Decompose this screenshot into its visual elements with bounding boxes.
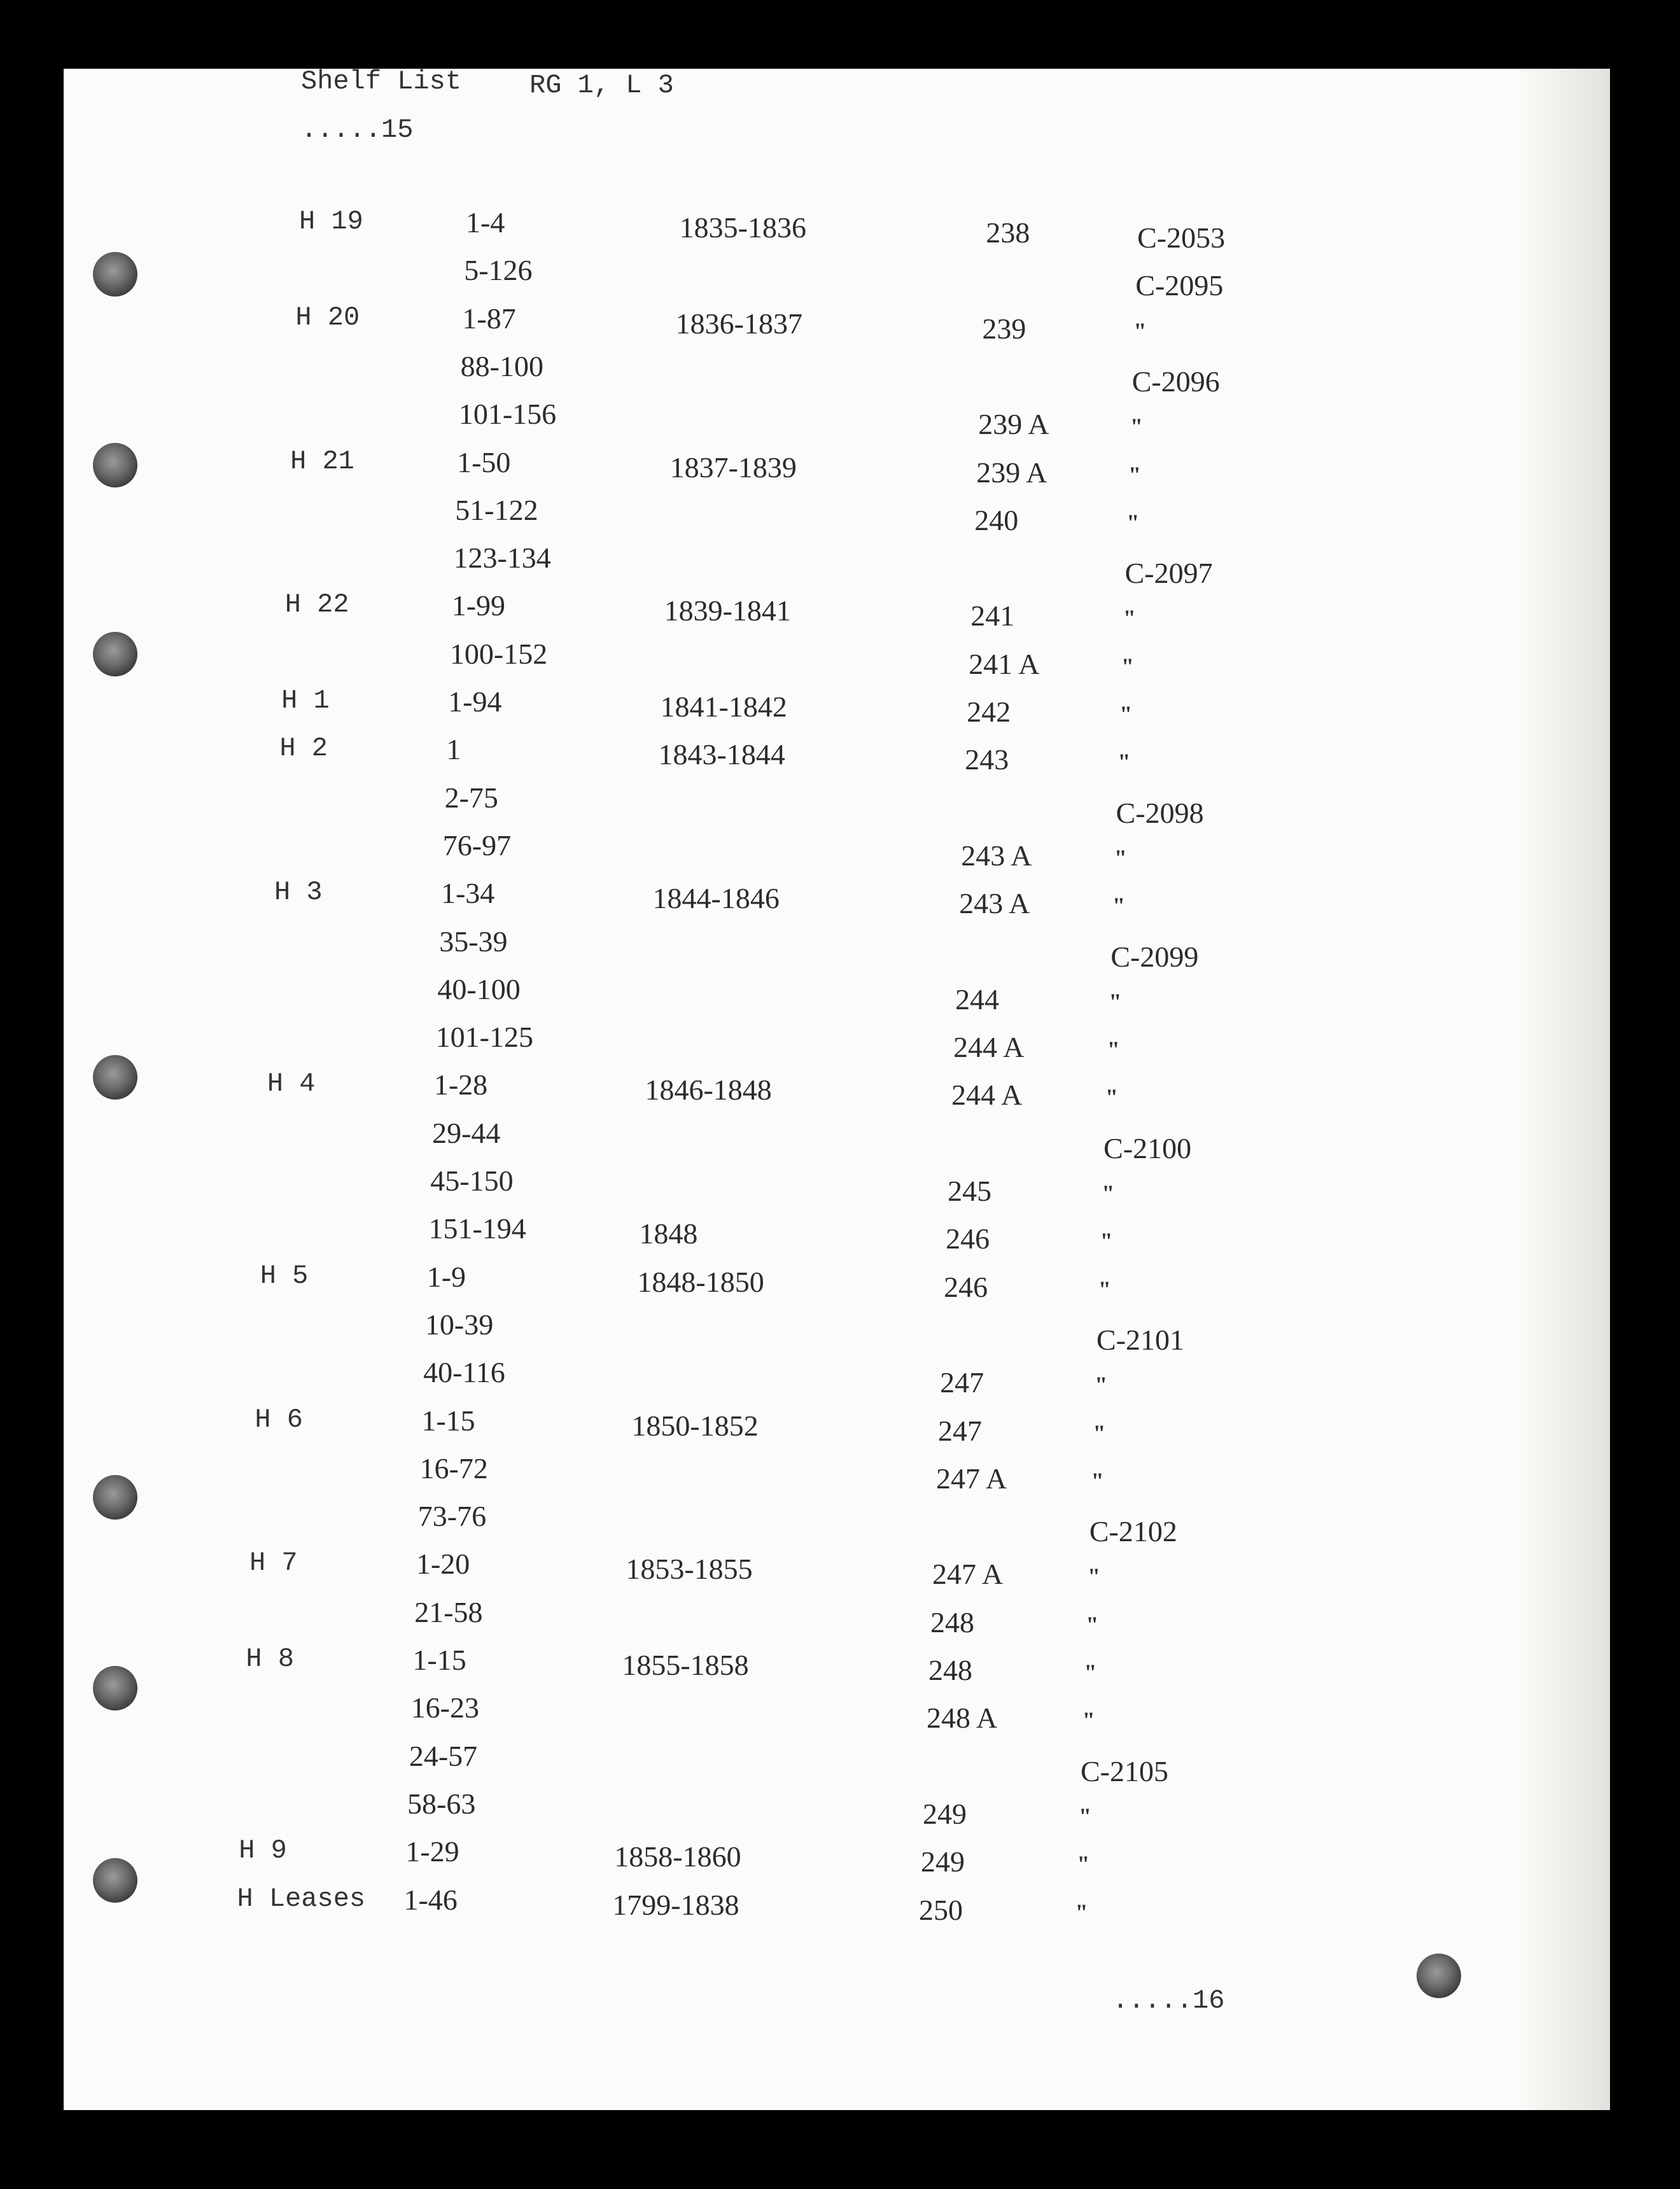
items-cell: 10-39	[424, 1308, 494, 1341]
dates-cell: 1836-1837	[675, 307, 802, 340]
items-cell: 21-58	[414, 1595, 483, 1628]
binder-hole	[93, 1055, 137, 1100]
reel-cell: "	[1128, 461, 1142, 487]
header-page-continued: .....15	[301, 115, 414, 145]
box-cell: 239 A	[976, 456, 1047, 489]
box-cell: 247	[938, 1414, 983, 1447]
dates-cell: 1853-1855	[626, 1553, 753, 1586]
dates-cell: 1799-1838	[612, 1888, 739, 1921]
reel-cell: "	[1102, 1180, 1115, 1206]
items-cell: 1-15	[421, 1404, 475, 1437]
box-cell: 241	[970, 599, 1015, 633]
reel-cell: C-2098	[1116, 796, 1204, 829]
reel-cell: "	[1105, 1084, 1118, 1110]
reel-cell: "	[1091, 1467, 1104, 1493]
dates-cell: 1837-1839	[669, 451, 797, 484]
items-cell: 1-28	[433, 1068, 488, 1101]
items-cell: 123-134	[453, 542, 551, 575]
binder-hole	[93, 1475, 137, 1520]
items-cell: 151-194	[428, 1212, 526, 1245]
reel-cell: "	[1100, 1228, 1113, 1254]
reel-cell: "	[1123, 605, 1136, 631]
items-cell: 1-34	[440, 877, 495, 910]
items-cell: 1-4	[466, 206, 505, 239]
series-cell: H 9	[239, 1835, 287, 1866]
binder-hole	[93, 1666, 137, 1710]
reel-cell: C-2102	[1089, 1515, 1177, 1548]
box-cell: 244	[955, 983, 1000, 1016]
items-cell: 16-72	[419, 1451, 488, 1485]
reel-cell: "	[1130, 414, 1143, 440]
items-cell: 1-20	[416, 1548, 470, 1581]
reel-cell: "	[1095, 1372, 1108, 1398]
items-cell: 100-152	[449, 637, 548, 670]
reel-cell: "	[1077, 1851, 1090, 1877]
reel-cell: C-2105	[1080, 1754, 1168, 1787]
box-cell: 239 A	[978, 408, 1049, 441]
dates-cell: 1850-1852	[631, 1409, 759, 1442]
dates-cell: 1841-1842	[660, 690, 787, 723]
series-cell: H 20	[295, 302, 360, 333]
series-cell: H Leases	[237, 1883, 366, 1914]
binder-hole	[93, 443, 137, 487]
items-cell: 1-29	[405, 1835, 459, 1868]
dates-cell: 1846-1848	[645, 1074, 772, 1107]
reel-cell: C-2095	[1135, 269, 1224, 302]
items-cell: 16-23	[410, 1691, 479, 1724]
binder-hole	[93, 632, 137, 676]
box-cell: 240	[974, 503, 1019, 536]
box-cell: 246	[944, 1270, 988, 1303]
binder-hole	[1417, 1954, 1461, 1998]
box-cell: 247	[940, 1366, 984, 1399]
items-cell: 35-39	[439, 925, 508, 958]
reel-cell: "	[1121, 653, 1135, 679]
box-cell: 243 A	[959, 887, 1030, 920]
items-cell: 40-100	[437, 972, 521, 1005]
dates-cell: 1848	[639, 1217, 698, 1250]
reel-cell: C-2053	[1137, 221, 1226, 254]
reel-cell: "	[1109, 988, 1122, 1014]
dates-cell: 1848-1850	[637, 1265, 764, 1298]
header-record-group: RG 1, L 3	[529, 70, 674, 101]
reel-cell: "	[1075, 1899, 1088, 1925]
items-cell: 101-156	[458, 398, 557, 431]
box-cell: 238	[986, 216, 1030, 249]
dates-cell: 1844-1846	[652, 882, 780, 915]
series-cell: H 4	[267, 1068, 316, 1100]
series-cell: H 19	[299, 206, 363, 237]
box-cell: 242	[967, 696, 1011, 728]
box-cell: 250	[918, 1893, 963, 1926]
series-cell: H 5	[260, 1260, 309, 1291]
items-cell: 1	[446, 733, 461, 766]
box-cell: 249	[922, 1797, 967, 1830]
reel-cell: "	[1112, 893, 1126, 919]
reel-cell: "	[1133, 318, 1147, 344]
header-title: Shelf List	[301, 66, 462, 97]
items-cell: 58-63	[407, 1787, 476, 1820]
items-cell: 73-76	[417, 1500, 487, 1533]
items-cell: 40-116	[423, 1356, 505, 1389]
reel-cell: "	[1114, 844, 1127, 871]
reel-cell: "	[1082, 1707, 1095, 1733]
reel-cell: "	[1088, 1563, 1101, 1590]
box-cell: 247 A	[932, 1558, 1004, 1591]
items-cell: 1-87	[462, 302, 516, 335]
dates-cell: 1839-1841	[664, 594, 791, 627]
reel-cell: C-2096	[1131, 365, 1220, 398]
items-cell: 1-50	[457, 445, 511, 479]
box-cell: 244 A	[953, 1031, 1025, 1064]
items-cell: 88-100	[460, 349, 543, 382]
items-cell: 1-9	[426, 1260, 466, 1293]
box-cell: 247 A	[936, 1462, 1007, 1495]
reel-cell: "	[1093, 1420, 1106, 1446]
series-cell: H 2	[279, 733, 328, 764]
items-cell: 1-99	[451, 589, 506, 622]
reel-cell: "	[1084, 1660, 1097, 1685]
items-cell: 1-46	[403, 1883, 458, 1916]
binder-hole	[93, 1858, 137, 1903]
series-cell: H 7	[249, 1548, 298, 1579]
series-cell: H 1	[281, 685, 330, 716]
reel-cell: C-2101	[1096, 1323, 1185, 1356]
series-cell: H 6	[255, 1404, 303, 1435]
series-cell: H 3	[274, 877, 323, 908]
series-cell: H 21	[290, 445, 354, 477]
box-cell: 246	[946, 1222, 990, 1255]
reel-cell: "	[1117, 749, 1131, 775]
items-cell: 76-97	[442, 829, 512, 862]
reel-cell: "	[1086, 1611, 1099, 1637]
box-cell: 248	[928, 1654, 972, 1686]
items-cell: 45-150	[430, 1164, 514, 1197]
items-cell: 5-126	[464, 254, 533, 287]
box-cell: 244 A	[951, 1079, 1023, 1112]
items-cell: 51-122	[455, 493, 538, 526]
items-cell: 24-57	[409, 1739, 478, 1772]
reel-cell: "	[1079, 1803, 1092, 1829]
items-cell: 29-44	[432, 1116, 501, 1149]
reel-cell: "	[1126, 509, 1140, 535]
series-cell: H 8	[246, 1644, 295, 1674]
box-cell: 241 A	[969, 647, 1040, 680]
box-cell: 249	[920, 1845, 965, 1878]
footer-next-page: .....16	[1112, 1985, 1225, 2016]
reel-cell: C-2099	[1110, 940, 1199, 973]
dates-cell: 1855-1858	[622, 1649, 749, 1681]
reel-cell: C-2097	[1124, 557, 1213, 590]
dates-cell: 1843-1844	[658, 738, 785, 771]
box-cell: 243	[965, 743, 1009, 776]
reel-cell: "	[1107, 1037, 1120, 1063]
box-cell: 245	[948, 1175, 992, 1207]
series-cell: H 22	[284, 589, 349, 620]
reel-cell: "	[1098, 1276, 1111, 1302]
items-cell: 1-94	[448, 685, 502, 718]
items-cell: 2-75	[444, 781, 498, 814]
box-cell: 248 A	[926, 1702, 998, 1735]
box-cell: 239	[982, 312, 1026, 345]
dates-cell: 1858-1860	[614, 1840, 741, 1873]
box-cell: 243 A	[961, 839, 1032, 872]
reel-cell: "	[1119, 701, 1133, 727]
binder-hole	[93, 252, 137, 297]
items-cell: 1-15	[412, 1644, 466, 1676]
box-cell: 248	[930, 1605, 974, 1639]
items-cell: 101-125	[435, 1021, 533, 1054]
reel-cell: C-2100	[1103, 1131, 1192, 1164]
dates-cell: 1835-1836	[679, 211, 806, 244]
